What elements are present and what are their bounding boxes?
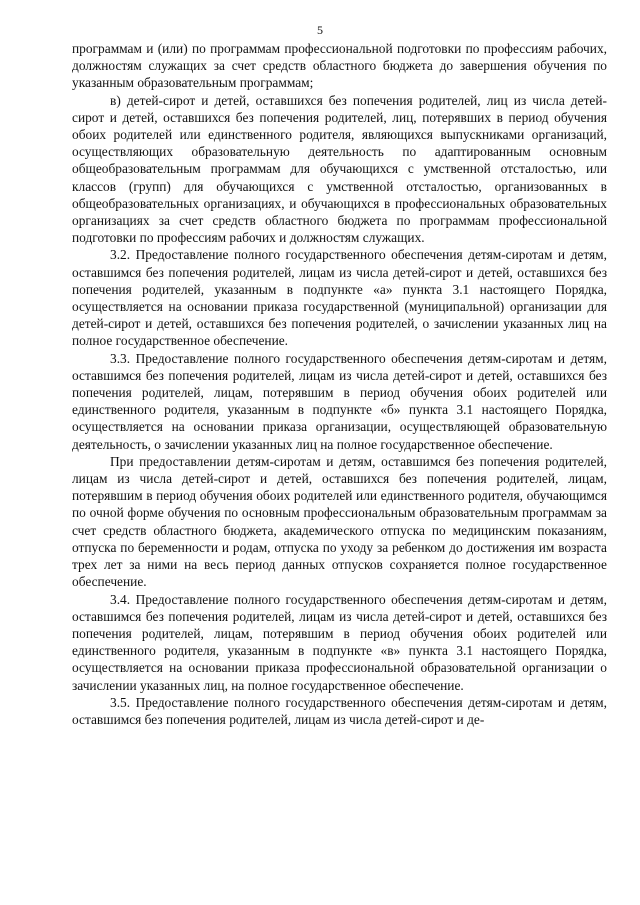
page-number: 5 — [317, 23, 323, 37]
paragraph-3-4: 3.4. Предоставление полного государственного обеспечения детям-сиротам и детям, оставшимся без попечения родителей, лицам из числа детей-сирот и детей, оставшихся без попечения родителей, лицам, потерявшим в период обучения обоих родителей или единственного родителя, указанным в подпункте «в» пункта 3.1 настоящего Порядка, осуществляется на основании приказа профессиональной образовательной организации о зачислении указанных лиц, на полное государственное обеспечение. — [72, 591, 607, 693]
paragraph-3-3: 3.3. Предоставление полного государственного обеспечения детям-сиротам и детям, оставшимся без попечения родителей, лицам из числа детей-сирот и детей, оставшихся без попечения родителей, лицам, потерявшим в период обучения обоих родителей или единственного родителя, указанным в подпункте «б» пункта 3.1 настоящего Порядка, осуществляется на основании приказа организации, осуществляющей образовательную деятельность, о зачислении указанных лиц на полное государственное обеспечение. — [72, 350, 607, 452]
paragraph-3-5: 3.5. Предоставление полного государственного обеспечения детям-сиротам и детям, оставшимся без попечения родителей, лицам из числа детей-сирот и де- — [72, 694, 607, 727]
paragraph-item-v: в) детей-сирот и детей, оставшихся без попечения родителей, лиц из числа детей-сирот и детей, оставшихся без попечения родителей, лиц, потерявших в период обучения обоих родителей или единственного родителя, являющихся выпускниками организаций, осуществляющих образовательную деятельность по адаптированным основным общеобразовательным программам для обучающихся с умственной отсталостью, или классов (групп) для обучающихся с умственной отсталостью, организованных в общеобразовательных организациях, и обучающихся в профессиональных образовательных организациях за счет средств областного бюджета по программам профессиональной подготовки по профессиям рабочих и должностям служащих. — [72, 92, 607, 246]
paragraph-academic-leave: При предоставлении детям-сиротам и детям, оставшимся без попечения родителей, лицам из числа детей-сирот и детей, оставшихся без попечения родителей, лицам, потерявшим в период обучения обоих родителей или единственного родителя, обучающимся по очной форме обучения по основным профессиональным образовательным программам за счет средств областного бюджета, академического отпуска по медицинским показаниям, отпуска по беременности и родам, отпуска по уходу за ребенком до достижения им возраста трех лет за ними на весь период данных отпусков сохраняется полное государственное обеспечение. — [72, 453, 607, 590]
paragraph-3-2: 3.2. Предоставление полного государственного обеспечения детям-сиротам и детям, оставшимся без попечения родителей, лицам из числа детей-сирот и детей, оставшихся без попечения родителей, указанным в подпункте «а» пункта 3.1 настоящего Порядка, осуществляется на основании приказа государственной (муниципальной) организации для детей-сирот и детей, оставшихся без попечения родителей, о зачислении указанных лиц на полное государственное обеспечение. — [72, 247, 607, 349]
paragraph-continuation: программам и (или) по программам профессиональной подготовки по профессиям рабочих, должностям служащих за счет средств областного бюджета до завершения обучения по указанным образовательным программам; — [72, 41, 607, 91]
document-body — [72, 40, 607, 728]
